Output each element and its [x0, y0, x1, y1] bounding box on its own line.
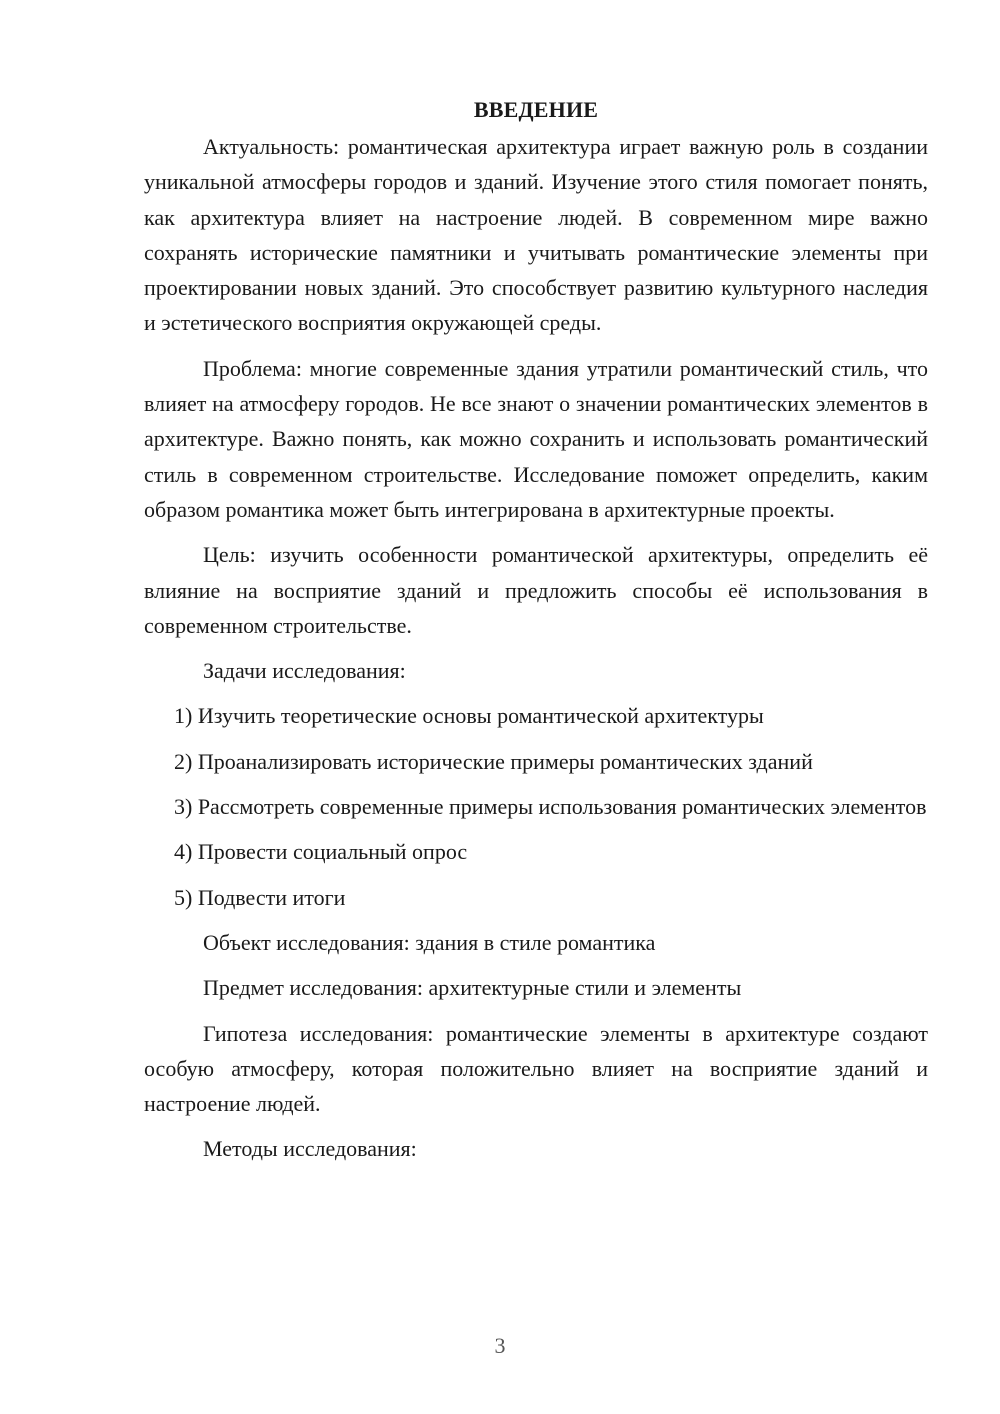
task-item-5: 5) Подвести итоги	[174, 884, 346, 910]
tasks-title: Задачи исследования:	[203, 658, 406, 684]
page-number: 3	[494, 1333, 506, 1358]
task-item-4: 4) Провести социальный опрос	[174, 839, 468, 865]
hypothesis-paragraph: Гипотеза исследования: романтические элементы в архитектуре создают особую атмосферу, которая положительно влияет на восприятие зданий и настроение людей.	[144, 1020, 928, 1117]
goal-paragraph: Цель: изучить особенности романтической архитектуры, определить её влияние на восприятие зданий и предложить способы её использования в современном строительстве.	[144, 542, 928, 638]
task-item-1: 1) Изучить теоретические основы романтической архитектуры	[174, 703, 764, 729]
task-item-2: 2) Проанализировать исторические примеры романтических зданий	[174, 748, 813, 774]
section-heading: ВВЕДЕНИЕ	[473, 97, 599, 122]
document-page	[144, 92, 928, 1167]
task-item-3: 3) Рассмотреть современные примеры использования романтических элементов	[174, 794, 927, 820]
problem-paragraph: Проблема: многие современные здания утратили романтический стиль, что влияет на атмосферу городов. Не все знают о значении романтических элементов в архитектуре. Важно понять, как можно сохранить и использовать романтический стиль в современном строительстве. Исследование поможет определить, каким образом романтика может быть интегрирована в архитектурные проекты.	[144, 355, 928, 522]
research-subject: Предмет исследования: архитектурные стили и элементы	[203, 975, 742, 1001]
methods-title: Методы исследования:	[203, 1136, 417, 1162]
relevance-paragraph: Актуальность: романтическая архитектура играет важную роль в создании уникальной атмосферы городов и зданий. Изучение этого стиля помогает понять, как архитектура влияет на настроение людей. В современном мире важно сохранять исторические памятники и учитывать романтические элементы при проектировании новых зданий. Это способствует развитию культурного наследия и эстетического восприятия окружающей среды.	[144, 134, 928, 336]
research-object: Объект исследования: здания в стиле романтика	[203, 929, 656, 955]
